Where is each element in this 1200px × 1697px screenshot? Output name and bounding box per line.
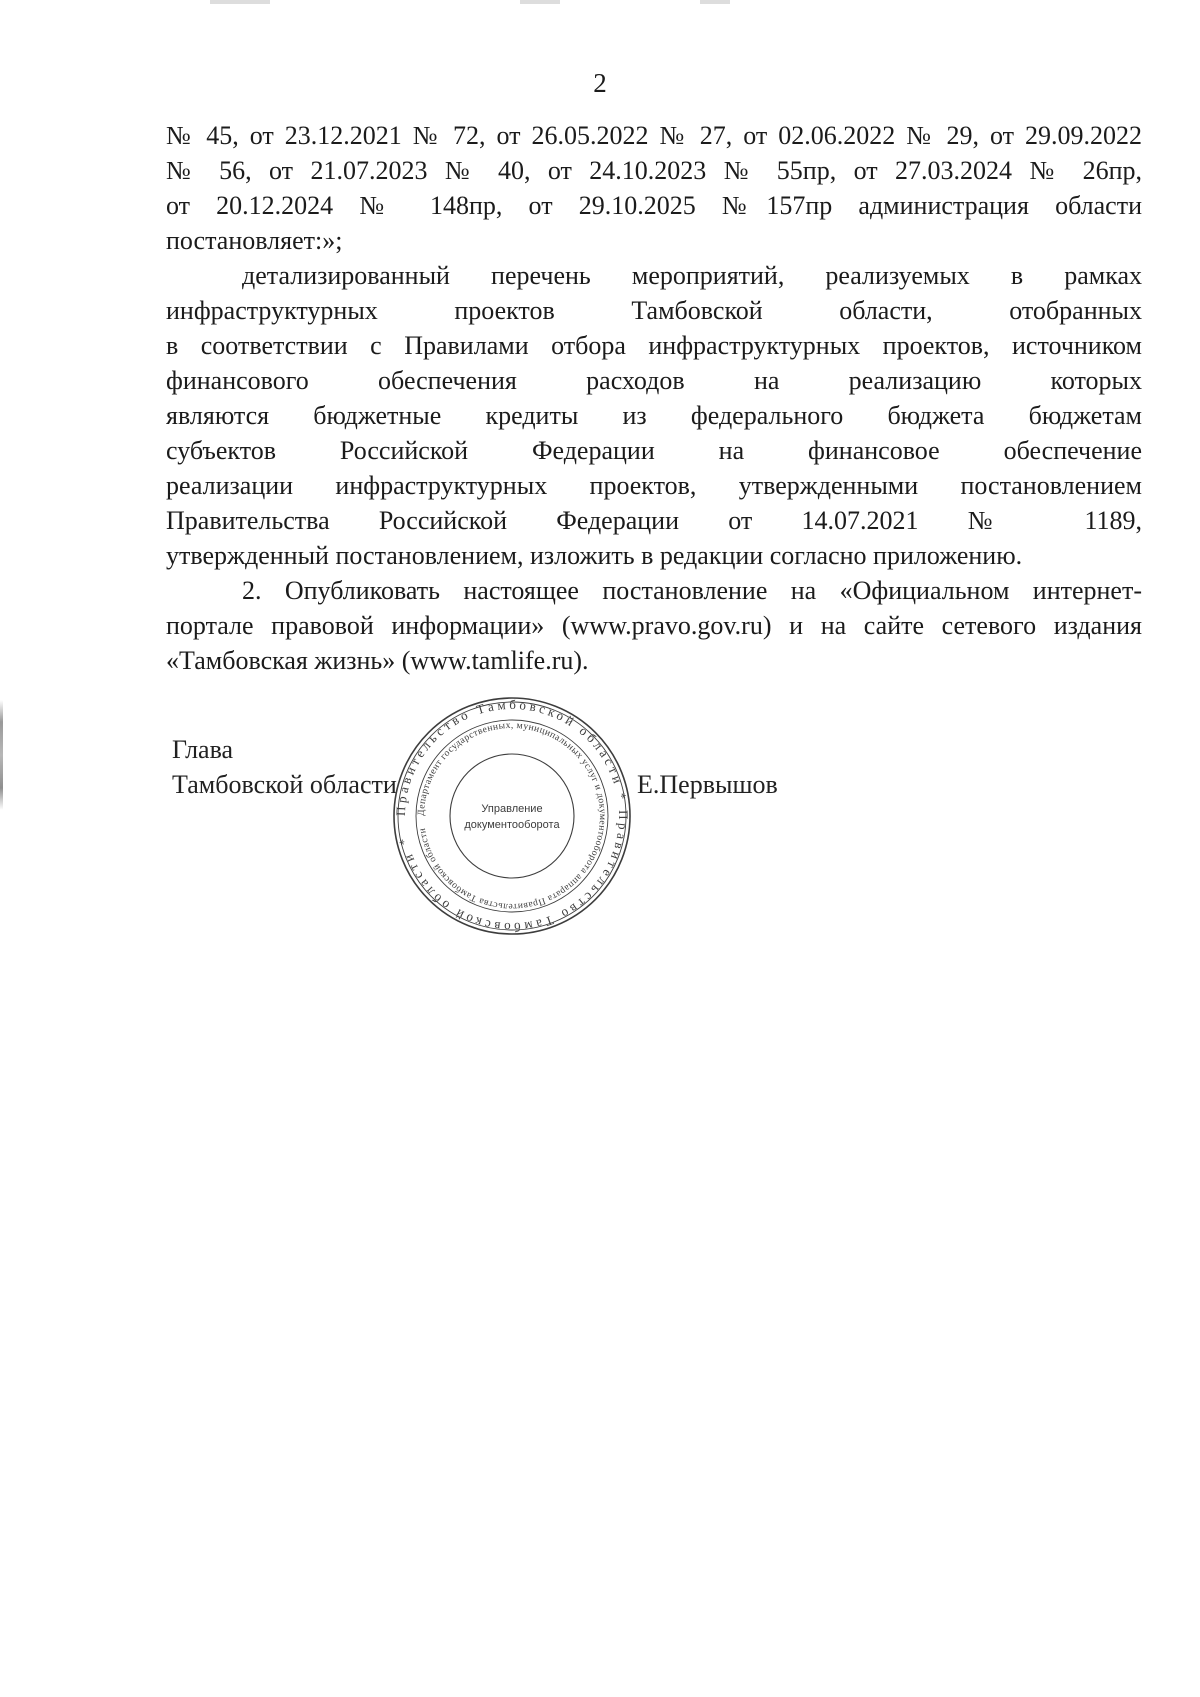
body-line: постановляет:»; (166, 226, 343, 255)
seal-center-line2: документооборота (464, 819, 560, 831)
signatory-post-line1: Глава (172, 735, 234, 764)
body-line: реализации инфраструктурных проектов, утвержденными постановлением (166, 471, 1142, 500)
seal-inner-text: Департамент государственных, муниципальных услуг и документооборота аппарата Правительства Тамбовской области (415, 719, 609, 913)
body-line: 2. Опубликовать настоящее постановление на «Официальном интернет- (242, 576, 1142, 605)
body-line: финансового обеспечения расходов на реализацию которых (166, 366, 1142, 395)
seal-center-line1: Управление (481, 803, 543, 815)
body-line: № 56, от 21.07.2023 № 40, от 24.10.2023 № 55пр, от 27.03.2024 № 26пр, (166, 156, 1142, 185)
official-seal (392, 696, 632, 936)
document-body (166, 118, 1142, 678)
scan-artifact (520, 0, 560, 4)
body-line: детализированный перечень мероприятий, реализуемых в рамках (242, 261, 1142, 290)
body-line: инфраструктурных проектов Тамбовской области, отобранных (166, 296, 1142, 325)
signatory-post-line2: Тамбовской области (172, 770, 397, 799)
body-line: Правительства Российской Федерации от 14.07.2021 № 1189, (166, 506, 1142, 535)
body-line: являются бюджетные кредиты из федерального бюджета бюджетам (166, 401, 1142, 430)
body-line: «Тамбовская жизнь» (www.tamlife.ru). (166, 646, 589, 675)
signatory-name: Е.Первышов (637, 770, 778, 799)
body-line: № 45, от 23.12.2021 № 72, от 26.05.2022 № 27, от 02.06.2022 № 29, от 29.09.2022 (166, 121, 1142, 150)
scan-edge (0, 700, 3, 810)
scan-artifact (700, 0, 730, 4)
page-number: 2 (593, 68, 607, 98)
scan-artifact (210, 0, 270, 4)
body-line: в соответствии с Правилами отбора инфраструктурных проектов, источником (166, 331, 1142, 360)
signatory-post (172, 732, 397, 802)
body-line: портале правовой информации» (www.pravo.gov.ru) и на сайте сетевого издания (166, 611, 1142, 640)
body-line: от 20.12.2024 № 148пр, от 29.10.2025 №157пр администрация области (166, 191, 1142, 220)
body-line: субъектов Российской Федерации на финансовое обеспечение (166, 436, 1142, 465)
body-line: утвержденный постановлением, изложить в редакции согласно приложению. (166, 541, 1023, 570)
seal-outer-text: Правительство Тамбовской области * Правительство Тамбовской области * (392, 696, 632, 936)
